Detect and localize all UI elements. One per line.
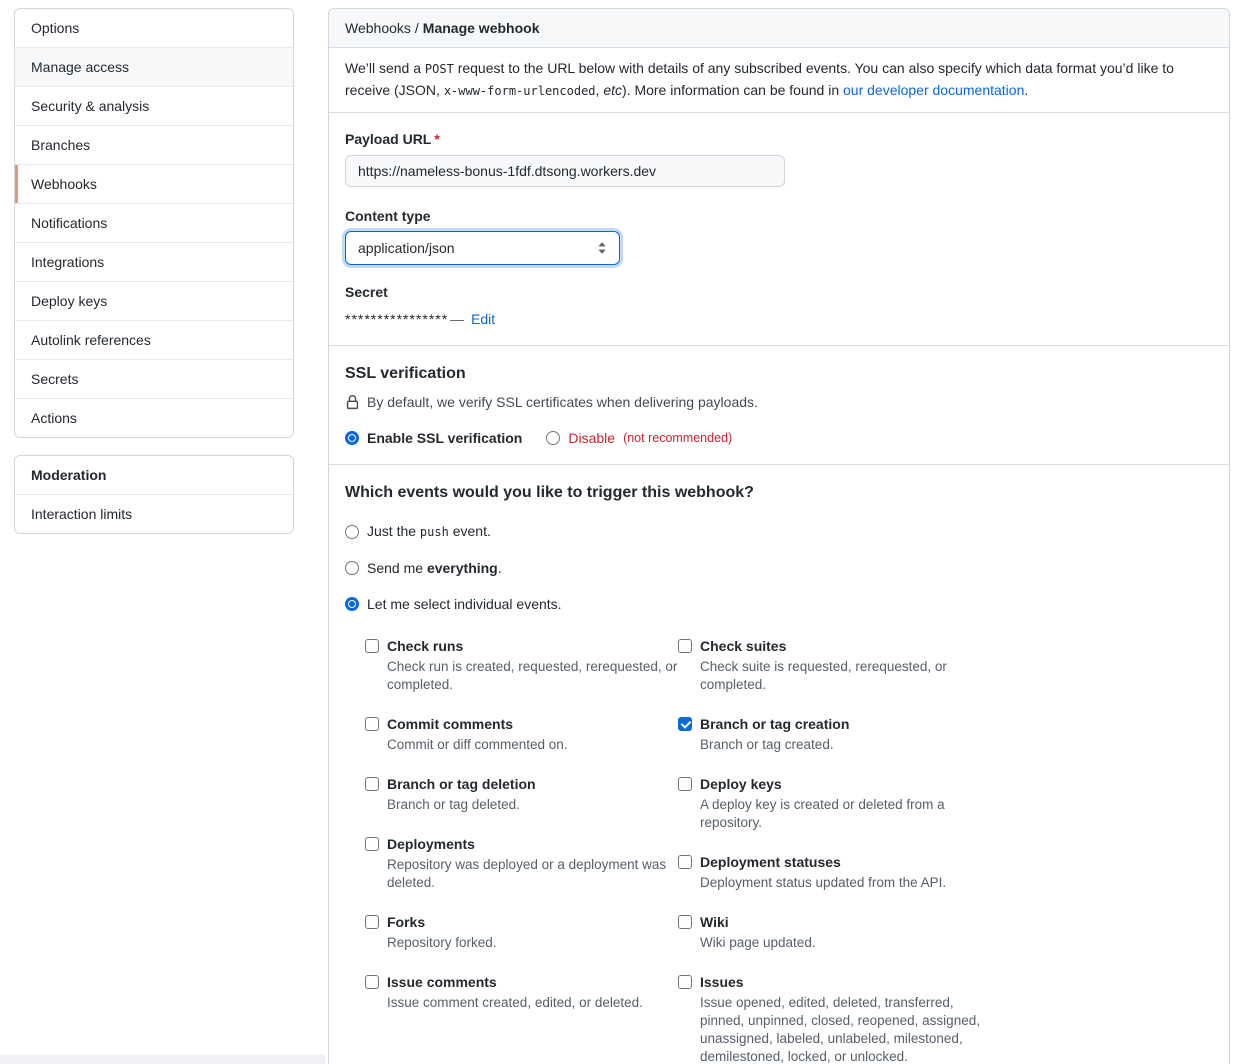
intro-text-4: ). More information can be found in [622, 82, 844, 98]
just-push-radio-option[interactable] [345, 521, 1213, 542]
intro-code-urlencoded: x-www-form-urlencoded [443, 84, 596, 98]
branch-tag-deletion-checkbox[interactable] [365, 777, 379, 791]
branch-tag-deletion-option[interactable] [365, 774, 678, 794]
commit-comments-checkbox[interactable] [365, 717, 379, 731]
commit-comments-desc: Commit or diff commented on. [387, 737, 568, 752]
deploy-keys-checkbox[interactable] [678, 777, 692, 791]
event-item-check-suites [678, 636, 991, 694]
forks-option[interactable] [365, 912, 678, 932]
wiki-desc: Wiki page updated. [700, 935, 816, 950]
enable-ssl-radio-option[interactable] [345, 428, 522, 448]
manage-webhook-panel [328, 8, 1230, 1064]
sidebar-item-branches[interactable]: Branches [15, 125, 293, 164]
deploy-keys-label: Deploy keys [700, 776, 782, 792]
branch-tag-creation-checkbox[interactable] [678, 717, 692, 731]
event-item-deployments [365, 834, 678, 892]
branch-tag-creation-label: Branch or tag creation [700, 716, 850, 732]
intro-code-post: POST [424, 62, 454, 76]
sidebar-item-webhooks[interactable]: Webhooks [15, 164, 293, 203]
send-everything-radio[interactable] [345, 561, 359, 575]
branch-tag-deletion-desc: Branch or tag deleted. [387, 797, 520, 812]
branch-tag-creation-option[interactable] [678, 714, 991, 734]
event-item-deployment-statuses [678, 852, 991, 892]
ssl-note-text: By default, we verify SSL certificates when delivering payloads. [367, 394, 758, 410]
deployment-statuses-desc: Deployment status updated from the API. [700, 875, 947, 890]
webhook-form-section [329, 113, 1229, 345]
sidebar-main-nav [14, 8, 294, 438]
disable-ssl-label: Disable [568, 430, 616, 446]
deployments-option[interactable] [365, 834, 678, 854]
sidebar-item-options[interactable]: Options [31, 20, 80, 36]
forks-label: Forks [387, 914, 426, 930]
event-trigger-options [345, 521, 1213, 614]
sidebar-item-autolink-references[interactable]: Autolink references [15, 320, 293, 359]
intro-text-3: , [595, 82, 604, 98]
deployments-label: Deployments [387, 836, 475, 852]
events-heading: Which events would you like to trigger this webhook? [345, 484, 754, 501]
branch-tag-creation-desc: Branch or tag created. [700, 737, 834, 752]
page-title: Manage webhook [422, 20, 540, 36]
issues-option[interactable] [678, 972, 991, 992]
sidebar-item-interaction-limits[interactable]: Interaction limits [15, 494, 293, 533]
sidebar-moderation-nav [14, 455, 294, 534]
bottom-edge-strip [0, 1055, 325, 1064]
event-item-branch-tag-deletion [365, 774, 678, 814]
event-item-issues [678, 972, 991, 1064]
event-item-wiki [678, 912, 991, 952]
commit-comments-option[interactable] [365, 714, 678, 734]
individual-events-radio[interactable] [345, 597, 359, 611]
individual-events-radio-option[interactable] [345, 594, 1213, 614]
breadcrumb [329, 9, 1229, 48]
secret-masked-value: **************** [345, 311, 449, 327]
forks-checkbox[interactable] [365, 915, 379, 929]
just-push-radio[interactable] [345, 525, 359, 539]
secret-value-row [345, 309, 1213, 329]
deployment-statuses-option[interactable] [678, 852, 991, 872]
content-type-label: Content type [345, 208, 431, 224]
secret-dash: — [450, 311, 465, 327]
check-suites-option[interactable] [678, 636, 991, 656]
intro-text-5: . [1024, 82, 1029, 98]
issue-comments-checkbox[interactable] [365, 975, 379, 989]
sidebar-item-manage-access[interactable]: Manage access [15, 47, 293, 86]
issues-desc: Issue opened, edited, deleted, transferred, pinned, unpinned, closed, reopened, assigned, unassigned, labeled, unlabeled, milestoned, demilestoned, locked, or unlocked. [700, 995, 980, 1064]
issue-comments-desc: Issue comment created, edited, or deleted. [387, 995, 643, 1010]
commit-comments-label: Commit comments [387, 716, 514, 732]
check-runs-desc: Check run is created, requested, rerequested, or completed. [387, 659, 678, 692]
secret-edit-link[interactable]: Edit [471, 311, 496, 327]
deployments-checkbox[interactable] [365, 837, 379, 851]
send-everything-label: Send me everything. [367, 560, 502, 576]
developer-documentation-link[interactable]: our developer documentation [843, 82, 1025, 98]
wiki-option[interactable] [678, 912, 991, 932]
required-asterisk: * [434, 131, 440, 147]
send-everything-radio-option[interactable] [345, 558, 1213, 578]
event-item-issue-comments [365, 972, 678, 1012]
wiki-label: Wiki [700, 914, 729, 930]
deployment-statuses-label: Deployment statuses [700, 854, 841, 870]
payload-url-input[interactable] [345, 155, 785, 187]
sidebar-item-security-analysis[interactable]: Security & analysis [15, 86, 293, 125]
breadcrumb-webhooks-link[interactable]: Webhooks [345, 20, 411, 36]
intro-text-1: We’ll send a [345, 60, 425, 76]
ssl-radio-row [345, 428, 1213, 448]
ssl-verification-heading: SSL verification [345, 365, 466, 382]
check-runs-option[interactable] [365, 636, 678, 656]
updown-caret-icon [597, 241, 607, 255]
disable-ssl-note: (not recommended) [623, 431, 733, 445]
intro-text-2: request to the URL below with details of any subscribed events. You can also specify which data format you’d like to receive (JSON, [345, 60, 1174, 98]
deploy-keys-option[interactable] [678, 774, 991, 794]
check-runs-label: Check runs [387, 638, 464, 654]
intro-etc: etc [603, 82, 622, 98]
branch-tag-deletion-label: Branch or tag deletion [387, 776, 536, 792]
sidebar-item-secrets[interactable]: Secrets [15, 359, 293, 398]
sidebar-item-notifications[interactable]: Notifications [15, 203, 293, 242]
event-item-check-runs [365, 636, 678, 694]
issues-checkbox[interactable] [678, 975, 692, 989]
disable-ssl-radio-option[interactable] [546, 428, 732, 448]
ssl-note [345, 392, 1213, 412]
just-push-label: Just the push event. [367, 523, 491, 539]
settings-sidebar [14, 8, 294, 534]
events-section [329, 464, 1229, 1064]
content-type-selected-value: application/json [358, 240, 455, 256]
deploy-keys-desc: A deploy key is created or deleted from a repository. [700, 797, 945, 830]
content-type-select[interactable] [345, 231, 620, 265]
enable-ssl-radio[interactable] [345, 431, 359, 445]
event-item-forks [365, 912, 678, 952]
check-suites-label: Check suites [700, 638, 787, 654]
event-item-deploy-keys [678, 774, 991, 832]
issue-comments-option[interactable] [365, 972, 678, 992]
sidebar-moderation-header: Moderation [31, 467, 107, 483]
check-suites-desc: Check suite is requested, rerequested, or completed. [700, 659, 947, 692]
individual-events-label: Let me select individual events. [367, 596, 562, 612]
wiki-checkbox[interactable] [678, 915, 692, 929]
sidebar-item-deploy-keys[interactable]: Deploy keys [15, 281, 293, 320]
events-column-left [365, 636, 678, 1064]
events-grid [365, 636, 1213, 1064]
issues-label: Issues [700, 974, 744, 990]
events-column-right [678, 636, 991, 1064]
webhook-intro-text [329, 48, 1229, 113]
payload-url-label [345, 129, 1213, 149]
event-item-commit-comments [365, 714, 678, 754]
disable-ssl-radio[interactable] [546, 431, 560, 445]
sidebar-item-integrations[interactable]: Integrations [15, 242, 293, 281]
secret-label: Secret [345, 284, 388, 300]
lock-icon [345, 395, 360, 410]
check-runs-checkbox[interactable] [365, 639, 379, 653]
enable-ssl-label: Enable SSL verification [367, 430, 523, 446]
deployments-desc: Repository was deployed or a deployment was deleted. [387, 857, 667, 890]
event-item-branch-tag-creation [678, 714, 991, 754]
sidebar-item-actions[interactable]: Actions [15, 398, 293, 437]
breadcrumb-separator: / [414, 20, 419, 36]
ssl-verification-section [329, 345, 1229, 464]
issue-comments-label: Issue comments [387, 974, 497, 990]
check-suites-checkbox[interactable] [678, 639, 692, 653]
payload-url-label-text: Payload URL [345, 131, 432, 147]
deployment-statuses-checkbox[interactable] [678, 855, 692, 869]
forks-desc: Repository forked. [387, 935, 497, 950]
